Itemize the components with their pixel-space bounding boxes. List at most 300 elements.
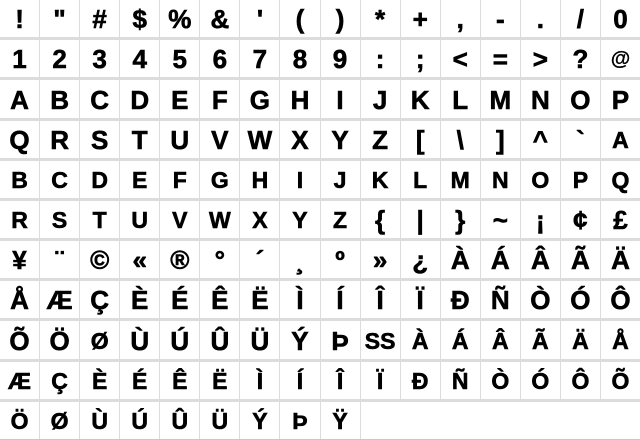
- glyph-cell[interactable]: [0, 281, 39, 318]
- glyph-cell[interactable]: [240, 80, 279, 117]
- glyph-cell[interactable]: [321, 281, 360, 318]
- glyph: K: [410, 84, 430, 115]
- glyph: Ö: [10, 408, 29, 434]
- glyph-cell[interactable]: [0, 241, 39, 278]
- glyph-cell[interactable]: [40, 201, 79, 238]
- glyph-cell[interactable]: [521, 362, 560, 399]
- glyph-cell[interactable]: [441, 362, 480, 399]
- glyph-cell[interactable]: [120, 161, 159, 198]
- glyph-cell[interactable]: [240, 0, 279, 37]
- glyph: <: [452, 44, 468, 75]
- glyph: Ò: [530, 285, 551, 316]
- glyph: Þ: [331, 325, 349, 356]
- glyph: D: [130, 84, 150, 115]
- glyph: C: [90, 84, 110, 115]
- glyph: ¥: [12, 245, 27, 276]
- glyph-cell[interactable]: [561, 80, 600, 117]
- glyph-cell[interactable]: [80, 281, 119, 318]
- glyph-cell[interactable]: [200, 121, 239, 158]
- glyph-cell[interactable]: [601, 281, 640, 318]
- glyph: :: [375, 44, 385, 75]
- glyph-cell[interactable]: [160, 0, 199, 37]
- glyph: 0: [613, 4, 628, 35]
- glyph-cell[interactable]: [240, 121, 279, 158]
- glyph-cell[interactable]: [40, 80, 79, 117]
- glyph-cell[interactable]: [361, 362, 400, 399]
- glyph: *: [375, 4, 386, 35]
- glyph: N: [491, 166, 509, 193]
- glyph-cell[interactable]: [561, 161, 600, 198]
- glyph: S: [51, 207, 68, 234]
- glyph-cell[interactable]: [361, 161, 400, 198]
- glyph-cell[interactable]: [240, 201, 279, 238]
- glyph-cell[interactable]: [200, 321, 239, 358]
- glyph-cell[interactable]: [561, 241, 600, 278]
- glyph: Ë: [212, 367, 228, 394]
- glyph: É: [132, 367, 148, 394]
- glyph: Ð: [411, 367, 429, 394]
- glyph-cell[interactable]: [40, 281, 79, 318]
- glyph-cell[interactable]: [521, 281, 560, 318]
- glyph-cell[interactable]: [40, 362, 79, 399]
- glyph: @: [610, 48, 631, 71]
- glyph: Ù: [130, 325, 150, 356]
- glyph-cell[interactable]: [120, 241, 159, 278]
- glyph-cell[interactable]: [401, 321, 440, 358]
- glyph-cell[interactable]: [160, 121, 199, 158]
- glyph-cell[interactable]: [0, 161, 39, 198]
- glyph-cell[interactable]: [160, 161, 199, 198]
- glyph: ,: [456, 4, 464, 35]
- glyph-cell[interactable]: [521, 121, 560, 158]
- glyph: Æ: [8, 367, 32, 394]
- glyph: 9: [332, 44, 348, 75]
- glyph: 2: [52, 44, 67, 75]
- glyph-cell[interactable]: [361, 40, 400, 77]
- glyph: H: [290, 84, 310, 115]
- glyph: F: [211, 84, 228, 115]
- glyph: Ä: [611, 245, 630, 276]
- glyph: SS: [364, 327, 396, 354]
- glyph-cell[interactable]: [441, 201, 480, 238]
- glyph: Å: [10, 285, 29, 316]
- glyph-cell[interactable]: [361, 321, 400, 358]
- glyph-cell[interactable]: [80, 80, 119, 117]
- glyph-cell[interactable]: [321, 0, 360, 37]
- glyph: Í: [296, 367, 304, 394]
- glyph: ¿: [412, 245, 429, 276]
- glyph: ©: [90, 245, 110, 276]
- glyph: Z: [333, 207, 348, 234]
- glyph-cell[interactable]: [321, 121, 360, 158]
- glyph: º: [335, 245, 345, 276]
- glyph: A: [10, 84, 29, 115]
- glyph-cell[interactable]: [280, 121, 319, 158]
- glyph: (: [295, 4, 305, 35]
- glyph: 7: [252, 44, 268, 75]
- glyph: Ø: [90, 327, 109, 354]
- glyph-cell[interactable]: [280, 402, 319, 439]
- glyph-cell[interactable]: [401, 121, 440, 158]
- glyph: L: [413, 166, 428, 193]
- glyph: `: [576, 124, 585, 155]
- glyph-cell[interactable]: [40, 321, 79, 358]
- glyph: [: [415, 124, 425, 155]
- glyph: E: [132, 166, 148, 193]
- glyph: È: [131, 285, 149, 316]
- glyph: Y: [292, 207, 308, 234]
- glyph: Ÿ: [332, 408, 348, 434]
- glyph: Ø: [50, 408, 69, 434]
- glyph: %: [168, 4, 192, 35]
- glyph: J: [372, 84, 388, 115]
- glyph-cell[interactable]: [40, 241, 79, 278]
- glyph: »: [372, 245, 388, 276]
- glyph-cell[interactable]: [120, 0, 159, 37]
- glyph-cell[interactable]: [481, 321, 520, 358]
- glyph-cell[interactable]: [200, 362, 239, 399]
- glyph-cell[interactable]: [200, 40, 239, 77]
- glyph: Â: [530, 245, 550, 276]
- glyph: Ì: [256, 367, 264, 394]
- glyph-cell[interactable]: [481, 80, 520, 117]
- glyph: C: [51, 166, 68, 193]
- glyph-cell[interactable]: [441, 161, 480, 198]
- glyph: É: [171, 285, 189, 316]
- glyph: V: [211, 124, 229, 155]
- glyph-cell[interactable]: [561, 0, 600, 37]
- glyph: ¨: [55, 245, 64, 276]
- glyph: Â: [491, 327, 509, 354]
- glyph-cell[interactable]: [481, 362, 520, 399]
- glyph-cell[interactable]: [481, 161, 520, 198]
- glyph: 3: [92, 44, 107, 75]
- glyph: F: [172, 166, 187, 193]
- glyph: D: [91, 166, 108, 193]
- glyph-cell[interactable]: [40, 121, 79, 158]
- glyph-cell[interactable]: [0, 321, 39, 358]
- glyph-cell[interactable]: [441, 40, 480, 77]
- glyph: Ï: [416, 285, 424, 316]
- glyph-cell[interactable]: [401, 362, 440, 399]
- glyph-cell[interactable]: [321, 402, 360, 439]
- glyph: À: [450, 245, 470, 276]
- glyph-cell[interactable]: [401, 281, 440, 318]
- glyph-cell[interactable]: [80, 40, 119, 77]
- glyph-cell[interactable]: [361, 121, 400, 158]
- glyph: 4: [132, 44, 147, 75]
- glyph-cell[interactable]: [0, 0, 39, 37]
- glyph: /: [576, 4, 585, 35]
- glyph-cell[interactable]: [441, 321, 480, 358]
- glyph: T: [131, 124, 148, 155]
- glyph-cell[interactable]: [401, 241, 440, 278]
- glyph-cell[interactable]: [120, 80, 159, 117]
- glyph-cell[interactable]: [361, 0, 400, 37]
- glyph-cell[interactable]: [280, 362, 319, 399]
- glyph-cell[interactable]: [601, 321, 640, 358]
- glyph: G: [210, 166, 229, 193]
- glyph-cell[interactable]: [80, 402, 119, 439]
- glyph-cell[interactable]: [521, 40, 560, 77]
- glyph-cell[interactable]: [280, 40, 319, 77]
- glyph-cell[interactable]: [0, 121, 39, 158]
- glyph-cell[interactable]: [601, 0, 640, 37]
- glyph-cell[interactable]: [240, 281, 279, 318]
- glyph-cell[interactable]: [401, 161, 440, 198]
- glyph: 8: [292, 44, 308, 75]
- glyph: #: [92, 4, 107, 35]
- glyph: È: [91, 367, 108, 394]
- glyph: Î: [336, 367, 344, 394]
- glyph: ~: [492, 205, 508, 236]
- glyph-cell[interactable]: [80, 362, 119, 399]
- glyph-cell[interactable]: [120, 121, 159, 158]
- glyph-cell[interactable]: [481, 0, 520, 37]
- glyph-cell[interactable]: [521, 0, 560, 37]
- glyph-cell[interactable]: [401, 0, 440, 37]
- glyph: M: [489, 84, 512, 115]
- glyph: Q: [9, 124, 30, 155]
- glyph-cell[interactable]: [0, 402, 39, 439]
- glyph: ^: [532, 124, 548, 155]
- glyph: O: [570, 84, 591, 115]
- glyph: Z: [372, 124, 389, 155]
- glyph-cell[interactable]: [521, 201, 560, 238]
- glyph-cell[interactable]: [240, 40, 279, 77]
- glyph-cell[interactable]: [120, 402, 159, 439]
- glyph: P: [572, 166, 589, 193]
- glyph-cell[interactable]: [521, 161, 560, 198]
- glyph-cell[interactable]: [521, 80, 560, 117]
- glyph-cell[interactable]: [80, 121, 119, 158]
- glyph: K: [371, 166, 389, 193]
- glyph-cell[interactable]: [0, 201, 39, 238]
- glyph-cell[interactable]: [280, 0, 319, 37]
- glyph-cell[interactable]: [200, 80, 239, 117]
- glyph-cell[interactable]: [321, 362, 360, 399]
- glyph-cell[interactable]: [120, 362, 159, 399]
- glyph-cell[interactable]: [441, 0, 480, 37]
- glyph-cell[interactable]: [0, 362, 39, 399]
- glyph: >: [532, 44, 548, 75]
- glyph: {: [375, 205, 386, 236]
- glyph-cell[interactable]: [601, 121, 640, 158]
- glyph: +: [412, 4, 428, 35]
- glyph: ": [53, 4, 66, 35]
- glyph-cell[interactable]: [361, 80, 400, 117]
- glyph-cell[interactable]: [280, 321, 319, 358]
- glyph-cell[interactable]: [160, 362, 199, 399]
- glyph-cell[interactable]: [0, 40, 39, 77]
- glyph: S: [90, 124, 109, 155]
- glyph-cell[interactable]: [40, 0, 79, 37]
- glyph: R: [50, 124, 69, 155]
- glyph: Ù: [91, 408, 108, 434]
- glyph: M: [450, 166, 470, 193]
- glyph: I: [336, 84, 344, 115]
- glyph: Ò: [491, 367, 510, 394]
- glyph: R: [11, 207, 28, 234]
- glyph-cell[interactable]: [601, 40, 640, 77]
- glyph: .: [536, 4, 544, 35]
- glyph: Ó: [531, 367, 550, 394]
- glyph-cell[interactable]: [441, 241, 480, 278]
- glyph-cell[interactable]: [80, 321, 119, 358]
- glyph: W: [208, 207, 231, 234]
- glyph-cell[interactable]: [561, 362, 600, 399]
- glyph: N: [530, 84, 550, 115]
- glyph-cell[interactable]: [280, 281, 319, 318]
- glyph: Ð: [450, 285, 470, 316]
- glyph-cell[interactable]: [160, 201, 199, 238]
- glyph: $: [132, 4, 147, 35]
- glyph: Ê: [211, 285, 229, 316]
- glyph-cell[interactable]: [561, 321, 600, 358]
- glyph-cell[interactable]: [160, 80, 199, 117]
- glyph: 5: [172, 44, 188, 75]
- glyph-cell[interactable]: [321, 161, 360, 198]
- glyph: Ë: [251, 285, 269, 316]
- glyph: Ú: [170, 325, 190, 356]
- glyph: Þ: [292, 408, 308, 434]
- glyph-cell[interactable]: [120, 321, 159, 358]
- glyph: 1: [12, 44, 27, 75]
- glyph: Û: [210, 325, 230, 356]
- glyph: E: [171, 84, 189, 115]
- glyph-cell[interactable]: [80, 201, 119, 238]
- glyph: G: [249, 84, 271, 115]
- glyph-cell[interactable]: [120, 281, 159, 318]
- glyph: ): [335, 4, 345, 35]
- glyph: B: [50, 84, 69, 115]
- glyph-cell[interactable]: [160, 402, 199, 439]
- glyph-cell[interactable]: [160, 321, 199, 358]
- glyph-cell[interactable]: [601, 362, 640, 399]
- glyph: Û: [171, 408, 189, 434]
- glyph-cell[interactable]: [120, 201, 159, 238]
- glyph-cell[interactable]: [441, 80, 480, 117]
- glyph-cell[interactable]: [401, 40, 440, 77]
- glyph-cell[interactable]: [521, 241, 560, 278]
- glyph-cell[interactable]: [240, 321, 279, 358]
- glyph-cell[interactable]: [40, 161, 79, 198]
- glyph: Ô: [571, 367, 590, 394]
- glyph: X: [291, 124, 309, 155]
- glyph-cell[interactable]: [601, 201, 640, 238]
- glyph-cell[interactable]: [361, 201, 400, 238]
- glyph: U: [170, 124, 190, 155]
- glyph: -: [495, 4, 505, 35]
- glyph-cell[interactable]: [401, 201, 440, 238]
- glyph: &: [210, 4, 230, 35]
- glyph: Í: [336, 285, 344, 316]
- glyph: Õ: [611, 367, 630, 394]
- glyph-cell[interactable]: [200, 161, 239, 198]
- glyph-cell[interactable]: [80, 0, 119, 37]
- glyph-cell[interactable]: [601, 80, 640, 117]
- glyph: Ê: [172, 367, 188, 394]
- glyph-cell[interactable]: [481, 241, 520, 278]
- glyph-cell[interactable]: [481, 201, 520, 238]
- glyph-cell[interactable]: [80, 161, 119, 198]
- glyph-cell[interactable]: [561, 40, 600, 77]
- glyph-cell[interactable]: [200, 402, 239, 439]
- glyph: Ã: [571, 245, 590, 276]
- glyph: Ï: [376, 367, 384, 394]
- glyph-cell[interactable]: [160, 281, 199, 318]
- glyph-cell[interactable]: [361, 281, 400, 318]
- glyph-cell[interactable]: [40, 40, 79, 77]
- glyph: Ö: [49, 325, 70, 356]
- glyph-cell[interactable]: [240, 161, 279, 198]
- glyph-cell[interactable]: [280, 241, 319, 278]
- glyph: J: [333, 166, 347, 193]
- glyph-cell[interactable]: [240, 241, 279, 278]
- glyph: Ô: [610, 285, 631, 316]
- glyph: Ú: [131, 408, 149, 434]
- glyph: Ó: [570, 285, 591, 316]
- glyph-cell[interactable]: [160, 241, 199, 278]
- glyph-cell[interactable]: [0, 80, 39, 117]
- glyph: Q: [611, 166, 630, 193]
- glyph: Ü: [211, 408, 229, 434]
- glyph-cell[interactable]: [80, 241, 119, 278]
- glyph: Á: [451, 327, 469, 354]
- glyph: À: [411, 327, 429, 354]
- glyph-cell[interactable]: [361, 241, 400, 278]
- glyph-cell[interactable]: [321, 201, 360, 238]
- glyph-cell[interactable]: [280, 161, 319, 198]
- glyph-cell[interactable]: [321, 80, 360, 117]
- glyph-cell[interactable]: [481, 40, 520, 77]
- glyph-cell[interactable]: [200, 0, 239, 37]
- glyph-cell[interactable]: [441, 281, 480, 318]
- glyph: Ñ: [490, 285, 510, 316]
- glyph-cell[interactable]: [160, 40, 199, 77]
- glyph-cell[interactable]: [441, 121, 480, 158]
- glyph-cell[interactable]: [40, 402, 79, 439]
- glyph-cell[interactable]: [200, 281, 239, 318]
- glyph-cell[interactable]: [120, 40, 159, 77]
- glyph: L: [452, 84, 469, 115]
- glyph-cell[interactable]: [200, 201, 239, 238]
- glyph-cell[interactable]: [321, 40, 360, 77]
- glyph-cell[interactable]: [240, 402, 279, 439]
- glyph: Ü: [250, 325, 270, 356]
- glyph-cell[interactable]: [561, 281, 600, 318]
- empty-cell-area: [361, 402, 640, 439]
- glyph-cell[interactable]: [601, 241, 640, 278]
- glyph-cell[interactable]: [280, 80, 319, 117]
- glyph-cell[interactable]: [561, 121, 600, 158]
- glyph: ¡: [536, 205, 545, 236]
- glyph-cell[interactable]: [561, 201, 600, 238]
- glyph-cell[interactable]: [521, 321, 560, 358]
- glyph-cell[interactable]: [321, 241, 360, 278]
- glyph-cell[interactable]: [601, 161, 640, 198]
- glyph: Ä: [572, 327, 589, 354]
- glyph: 6: [212, 44, 228, 75]
- glyph-cell[interactable]: [240, 362, 279, 399]
- glyph-cell[interactable]: [321, 321, 360, 358]
- glyph-cell[interactable]: [481, 281, 520, 318]
- glyph-cell[interactable]: [200, 241, 239, 278]
- glyph-cell[interactable]: [401, 80, 440, 117]
- glyph-cell[interactable]: [280, 201, 319, 238]
- glyph: ®: [170, 245, 190, 276]
- glyph-cell[interactable]: [481, 121, 520, 158]
